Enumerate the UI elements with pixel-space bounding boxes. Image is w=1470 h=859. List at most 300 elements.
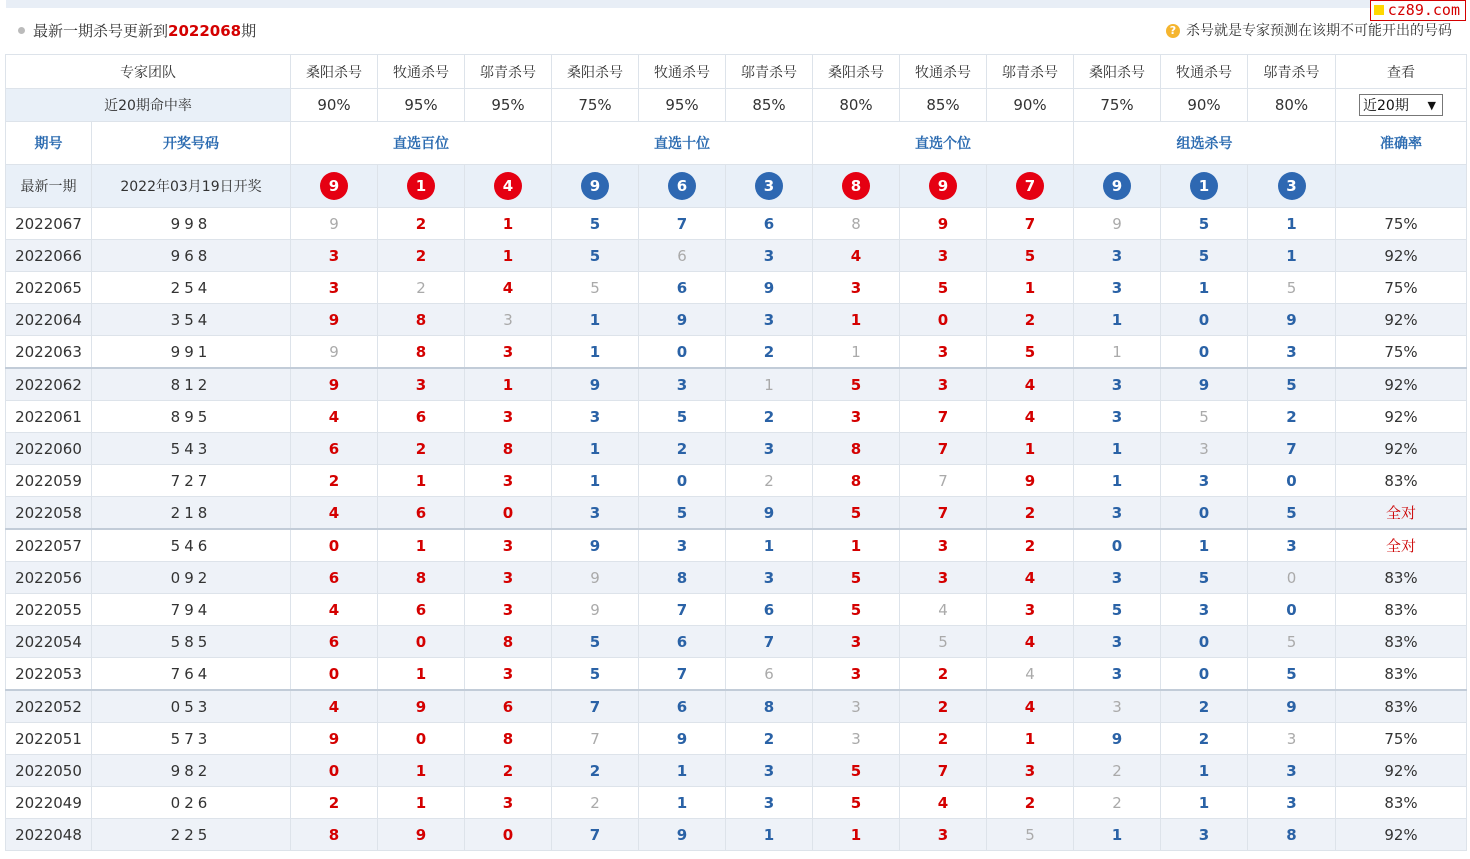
accuracy-cell: 83%: [1336, 690, 1467, 723]
kill-number: 5: [1286, 664, 1297, 683]
kill-cell: [987, 690, 1074, 723]
kill-cell: [291, 723, 378, 755]
kill-number: 0: [676, 342, 688, 361]
kill-cell: [1161, 626, 1248, 658]
kill-cell: [813, 690, 900, 723]
kill-number: 9: [590, 600, 600, 619]
kill-number: 1: [850, 536, 862, 555]
kill-cell: [1248, 529, 1336, 562]
expert-name-7: 牧通杀号: [900, 55, 987, 89]
kill-number: 3: [1111, 407, 1123, 426]
kill-number: 4: [1025, 664, 1035, 683]
kill-number: 1: [1111, 439, 1123, 458]
kill-cell: [639, 819, 726, 851]
draw-number-cell: 225: [92, 819, 291, 851]
expert-name-1: 牧通杀号: [378, 55, 465, 89]
kill-cell: [987, 755, 1074, 787]
kill-cell: [552, 401, 639, 433]
kill-cell: [900, 658, 987, 691]
kill-cell: [987, 497, 1074, 530]
kill-cell: [1074, 433, 1161, 465]
hit-rate-10: 90%: [1161, 89, 1248, 122]
kill-number: 5: [937, 278, 949, 297]
kill-cell: [552, 529, 639, 562]
kill-cell: [987, 658, 1074, 691]
kill-number: 8: [1286, 825, 1297, 844]
latest-ball-cell: [291, 165, 378, 208]
table-row: [6, 433, 1467, 465]
kill-cell: [1161, 658, 1248, 691]
kill-cell: [378, 723, 465, 755]
kill-cell: [291, 658, 378, 691]
kill-number: 6: [328, 568, 340, 587]
kill-number: 0: [502, 503, 514, 522]
kill-cell: [900, 529, 987, 562]
kill-number: 4: [328, 407, 340, 426]
kill-number: 3: [328, 246, 340, 265]
kill-number: 4: [937, 793, 949, 812]
draw-number-cell: 998: [92, 208, 291, 240]
kill-cell: [813, 401, 900, 433]
kill-cell: [813, 272, 900, 304]
kill-number: 8: [415, 342, 427, 361]
kill-number: 9: [328, 729, 340, 748]
period-select-value: 近20期: [1363, 98, 1409, 114]
period-cell: 2022053: [6, 658, 92, 691]
kill-number: 4: [328, 503, 340, 522]
accuracy-cell: 92%: [1336, 240, 1467, 272]
kill-number: 8: [763, 697, 775, 716]
kill-cell: [1248, 368, 1336, 401]
kill-number: 9: [590, 568, 600, 587]
group-combo-header: 组选杀号: [1074, 122, 1336, 165]
kill-cell: [552, 819, 639, 851]
kill-cell: [1074, 240, 1161, 272]
period-cell: 2022052: [6, 690, 92, 723]
kill-cell: [1074, 208, 1161, 240]
kill-cell: [900, 240, 987, 272]
hit-rate-8: 90%: [987, 89, 1074, 122]
kill-cell: [1161, 336, 1248, 369]
kill-number: 9: [329, 342, 339, 361]
kill-number: 9: [1111, 729, 1123, 748]
expert-name-3: 桑阳杀号: [552, 55, 639, 89]
kill-cell: [1074, 723, 1161, 755]
kill-number: 3: [850, 407, 862, 426]
expert-name-5: 邬青杀号: [726, 55, 813, 89]
kill-cell: [813, 529, 900, 562]
kill-ball: 8: [842, 172, 870, 200]
kill-cell: [1248, 594, 1336, 626]
kill-cell: [552, 690, 639, 723]
kill-number: 6: [328, 632, 340, 651]
kill-number: 9: [329, 214, 339, 233]
kill-number: 3: [502, 793, 514, 812]
kill-number: 7: [676, 664, 688, 683]
table-row: [6, 336, 1467, 369]
kill-number: 8: [415, 568, 427, 587]
kill-number: 5: [589, 632, 601, 651]
kill-number: 2: [1024, 310, 1036, 329]
table-row: [6, 562, 1467, 594]
kill-number: 0: [1198, 632, 1210, 651]
kill-number: 3: [1111, 278, 1123, 297]
kill-number: 3: [851, 697, 861, 716]
kill-number: 2: [415, 214, 427, 233]
expert-name-2: 邬青杀号: [465, 55, 552, 89]
kill-cell: [813, 304, 900, 336]
kill-number: 3: [1286, 536, 1297, 555]
kill-cell: [987, 465, 1074, 497]
kill-cell: [1248, 401, 1336, 433]
kill-cell: [378, 658, 465, 691]
kill-cell: [726, 208, 813, 240]
page-header: [6, 8, 1464, 54]
kill-number: 3: [763, 246, 775, 265]
kill-cell: [291, 755, 378, 787]
kill-number: 3: [1111, 664, 1123, 683]
table-row: [6, 819, 1467, 851]
period-cell: 2022064: [6, 304, 92, 336]
kill-cell: [378, 401, 465, 433]
kill-cell: [552, 240, 639, 272]
latest-date: 2022年03月19日开奖: [92, 165, 291, 208]
kill-number: 5: [1286, 632, 1297, 651]
period-cell: 2022048: [6, 819, 92, 851]
kill-number: 2: [763, 729, 775, 748]
kill-number: 3: [851, 729, 861, 748]
kill-cell: [291, 272, 378, 304]
kill-cell: [552, 594, 639, 626]
kill-number: 2: [589, 761, 601, 780]
expert-row: [6, 55, 1467, 89]
kill-cell: [291, 819, 378, 851]
kill-number: 5: [676, 407, 688, 426]
site-logo[interactable]: cz89.com: [1370, 0, 1466, 21]
kill-number: 2: [1198, 729, 1210, 748]
draw-number-cell: 764: [92, 658, 291, 691]
kill-cell: [987, 723, 1074, 755]
kill-number: 0: [328, 664, 340, 683]
kill-ball: 9: [581, 172, 609, 200]
kill-number: 1: [415, 664, 427, 683]
kill-number: 4: [502, 278, 514, 297]
kill-cell: [465, 690, 552, 723]
kill-number: 8: [415, 310, 427, 329]
accuracy-cell: 92%: [1336, 819, 1467, 851]
kill-cell: [465, 819, 552, 851]
table-row: [6, 240, 1467, 272]
accuracy-cell: 83%: [1336, 562, 1467, 594]
kill-cell: [726, 368, 813, 401]
kill-number: 3: [937, 825, 949, 844]
kill-cell: [1074, 594, 1161, 626]
kill-number: 9: [589, 536, 601, 555]
kill-cell: [465, 208, 552, 240]
kill-cell: [1074, 336, 1161, 369]
kill-cell: [378, 304, 465, 336]
kill-number: 6: [328, 439, 340, 458]
latest-label: 最新一期: [6, 165, 92, 208]
kill-cell: [465, 562, 552, 594]
kill-cell: [987, 368, 1074, 401]
table-row: [6, 594, 1467, 626]
kill-cell: [1161, 304, 1248, 336]
kill-cell: [726, 594, 813, 626]
kill-number: 3: [1024, 761, 1036, 780]
page-title: 最新一期杀号更新到2022068期: [33, 22, 257, 40]
kill-cell: [1074, 626, 1161, 658]
kill-number: 3: [763, 310, 775, 329]
kill-cell: [639, 240, 726, 272]
kill-cell: [900, 594, 987, 626]
hit-rate-1: 95%: [378, 89, 465, 122]
draw-number-cell: 053: [92, 690, 291, 723]
kill-cell: [813, 819, 900, 851]
kill-number: 2: [763, 342, 775, 361]
kill-cell: [1161, 465, 1248, 497]
kill-number: 3: [763, 439, 775, 458]
kill-cell: [813, 626, 900, 658]
kill-number: 0: [1286, 471, 1297, 490]
kill-cell: [1074, 368, 1161, 401]
kill-number: 5: [850, 503, 862, 522]
kill-cell: [552, 626, 639, 658]
kill-number: 3: [502, 471, 514, 490]
kill-cell: [552, 497, 639, 530]
kill-number: 3: [1198, 825, 1210, 844]
kill-cell: [465, 658, 552, 691]
kill-number: 6: [676, 697, 688, 716]
kill-cell: [291, 208, 378, 240]
kill-number: 7: [937, 439, 949, 458]
kill-number: 3: [937, 375, 949, 394]
kill-number: 3: [502, 342, 514, 361]
accuracy-cell: 83%: [1336, 787, 1467, 819]
kill-cell: [726, 723, 813, 755]
kill-number: 2: [763, 407, 775, 426]
kill-cell: [291, 594, 378, 626]
hit-rate-6: 80%: [813, 89, 900, 122]
kill-cell: [726, 304, 813, 336]
kill-number: 1: [589, 310, 601, 329]
kill-cell: [1161, 787, 1248, 819]
kill-number: 9: [589, 375, 601, 394]
kill-cell: [465, 304, 552, 336]
kill-ball: 9: [320, 172, 348, 200]
kill-number: 2: [1112, 761, 1122, 780]
kill-cell: [378, 562, 465, 594]
kill-cell: [552, 755, 639, 787]
hit-rate-7: 85%: [900, 89, 987, 122]
kill-number: 9: [1112, 214, 1122, 233]
kill-cell: [552, 658, 639, 691]
question-icon: ?: [1166, 24, 1180, 38]
accuracy-cell: 83%: [1336, 465, 1467, 497]
kill-cell: [900, 465, 987, 497]
kill-number: 0: [1286, 600, 1297, 619]
kill-cell: [900, 755, 987, 787]
kill-cell: [465, 401, 552, 433]
accuracy-cell: 92%: [1336, 433, 1467, 465]
kill-number: 0: [328, 761, 340, 780]
kill-number: 3: [1111, 632, 1123, 651]
accuracy-cell: 75%: [1336, 723, 1467, 755]
kill-cell: [639, 272, 726, 304]
kill-number: 1: [1111, 825, 1123, 844]
kill-number: 0: [502, 825, 514, 844]
logo-square-icon: [1374, 5, 1384, 15]
latest-ball-cell: [465, 165, 552, 208]
kill-number: 0: [1111, 536, 1123, 555]
kill-cell: [465, 529, 552, 562]
expert-team-label: 专家团队: [6, 55, 291, 89]
kill-cell: [813, 658, 900, 691]
period-cell: 2022067: [6, 208, 92, 240]
kill-number: 3: [763, 793, 775, 812]
kill-number: 3: [502, 568, 514, 587]
kill-number: 8: [676, 568, 688, 587]
kill-number: 4: [328, 697, 340, 716]
kill-cell: [813, 497, 900, 530]
kill-number: 2: [328, 793, 340, 812]
kill-cell: [900, 304, 987, 336]
group-units-header: 直选个位: [813, 122, 1074, 165]
kill-number: 1: [676, 761, 688, 780]
kill-number: 3: [1111, 246, 1123, 265]
kill-cell: [726, 755, 813, 787]
kill-number: 4: [1024, 375, 1036, 394]
table-row: [6, 755, 1467, 787]
kill-cell: [639, 658, 726, 691]
kill-number: 6: [764, 664, 774, 683]
kill-cell: [1248, 819, 1336, 851]
period-cell: 2022062: [6, 368, 92, 401]
kill-number: 3: [763, 568, 775, 587]
kill-number: 6: [763, 214, 775, 233]
kill-number: 3: [1286, 342, 1297, 361]
table-row: [6, 401, 1467, 433]
kill-number: 0: [1198, 342, 1210, 361]
expert-name-8: 邬青杀号: [987, 55, 1074, 89]
period-select[interactable]: [1359, 94, 1443, 116]
kill-cell: [1074, 529, 1161, 562]
kill-cell: [378, 755, 465, 787]
group-tens-header: 直选十位: [552, 122, 813, 165]
latest-accuracy-empty: [1336, 165, 1467, 208]
kill-number: 6: [763, 600, 775, 619]
kill-cell: [900, 626, 987, 658]
kill-number: 2: [1286, 407, 1297, 426]
kill-cell: [1074, 272, 1161, 304]
kill-number: 1: [589, 342, 601, 361]
kill-number: 3: [502, 407, 514, 426]
kill-cell: [378, 336, 465, 369]
kill-cell: [291, 433, 378, 465]
kill-cell: [378, 529, 465, 562]
kill-number: 2: [937, 729, 949, 748]
kill-cell: [1074, 658, 1161, 691]
kill-cell: [1248, 336, 1336, 369]
kill-number: 5: [590, 278, 600, 297]
period-select-cell: [1336, 89, 1467, 122]
period-cell: 2022049: [6, 787, 92, 819]
kill-cell: [1074, 690, 1161, 723]
period-column-header: 期号: [6, 122, 92, 165]
kill-number: 1: [1024, 278, 1036, 297]
kill-cell: [639, 433, 726, 465]
kill-cell: [639, 723, 726, 755]
latest-ball-cell: [552, 165, 639, 208]
kill-number: 5: [1286, 375, 1297, 394]
kill-cell: [639, 594, 726, 626]
kill-ball: 6: [668, 172, 696, 200]
kill-cell: [1248, 787, 1336, 819]
kill-cell: [1248, 304, 1336, 336]
table-row: [6, 272, 1467, 304]
kill-cell: [465, 594, 552, 626]
kill-number: 9: [1286, 697, 1297, 716]
period-cell: 2022066: [6, 240, 92, 272]
kill-number: 3: [502, 600, 514, 619]
kill-number: 6: [502, 697, 514, 716]
kill-cell: [987, 401, 1074, 433]
kill-number: 6: [677, 246, 687, 265]
kill-cell: [378, 594, 465, 626]
kill-number: 5: [1199, 407, 1209, 426]
table-row: [6, 208, 1467, 240]
kill-cell: [291, 336, 378, 369]
kill-cell: [552, 368, 639, 401]
kill-cell: [726, 658, 813, 691]
kill-cell: [1248, 497, 1336, 530]
kill-ball: 3: [755, 172, 783, 200]
kill-cell: [726, 626, 813, 658]
kill-cell: [1248, 723, 1336, 755]
kill-number: 1: [502, 375, 514, 394]
period-cell: 2022059: [6, 465, 92, 497]
kill-cell: [900, 272, 987, 304]
kill-cell: [639, 497, 726, 530]
kill-cell: [378, 240, 465, 272]
kill-number: 9: [328, 310, 340, 329]
kill-number: 1: [1111, 471, 1123, 490]
kill-number: 3: [502, 536, 514, 555]
kill-number: 1: [764, 375, 774, 394]
accuracy-cell: 92%: [1336, 304, 1467, 336]
kill-cell: [1248, 690, 1336, 723]
kill-number: 9: [415, 697, 427, 716]
kill-cell: [552, 562, 639, 594]
view-label: 查看: [1336, 55, 1467, 89]
draw-number-cell: 895: [92, 401, 291, 433]
period-cell: 2022056: [6, 562, 92, 594]
kill-number: 7: [938, 471, 948, 490]
kill-number: 5: [1024, 342, 1036, 361]
draw-number-cell: 092: [92, 562, 291, 594]
kill-number: 5: [1286, 278, 1297, 297]
kill-cell: [378, 497, 465, 530]
kill-cell: [1161, 368, 1248, 401]
period-cell: 2022063: [6, 336, 92, 369]
kill-cell: [552, 336, 639, 369]
kill-number: 2: [415, 246, 427, 265]
kill-ball: 9: [1103, 172, 1131, 200]
kill-cell: [552, 272, 639, 304]
kill-cell: [987, 819, 1074, 851]
period-cell: 2022050: [6, 755, 92, 787]
hit-rate-3: 75%: [552, 89, 639, 122]
